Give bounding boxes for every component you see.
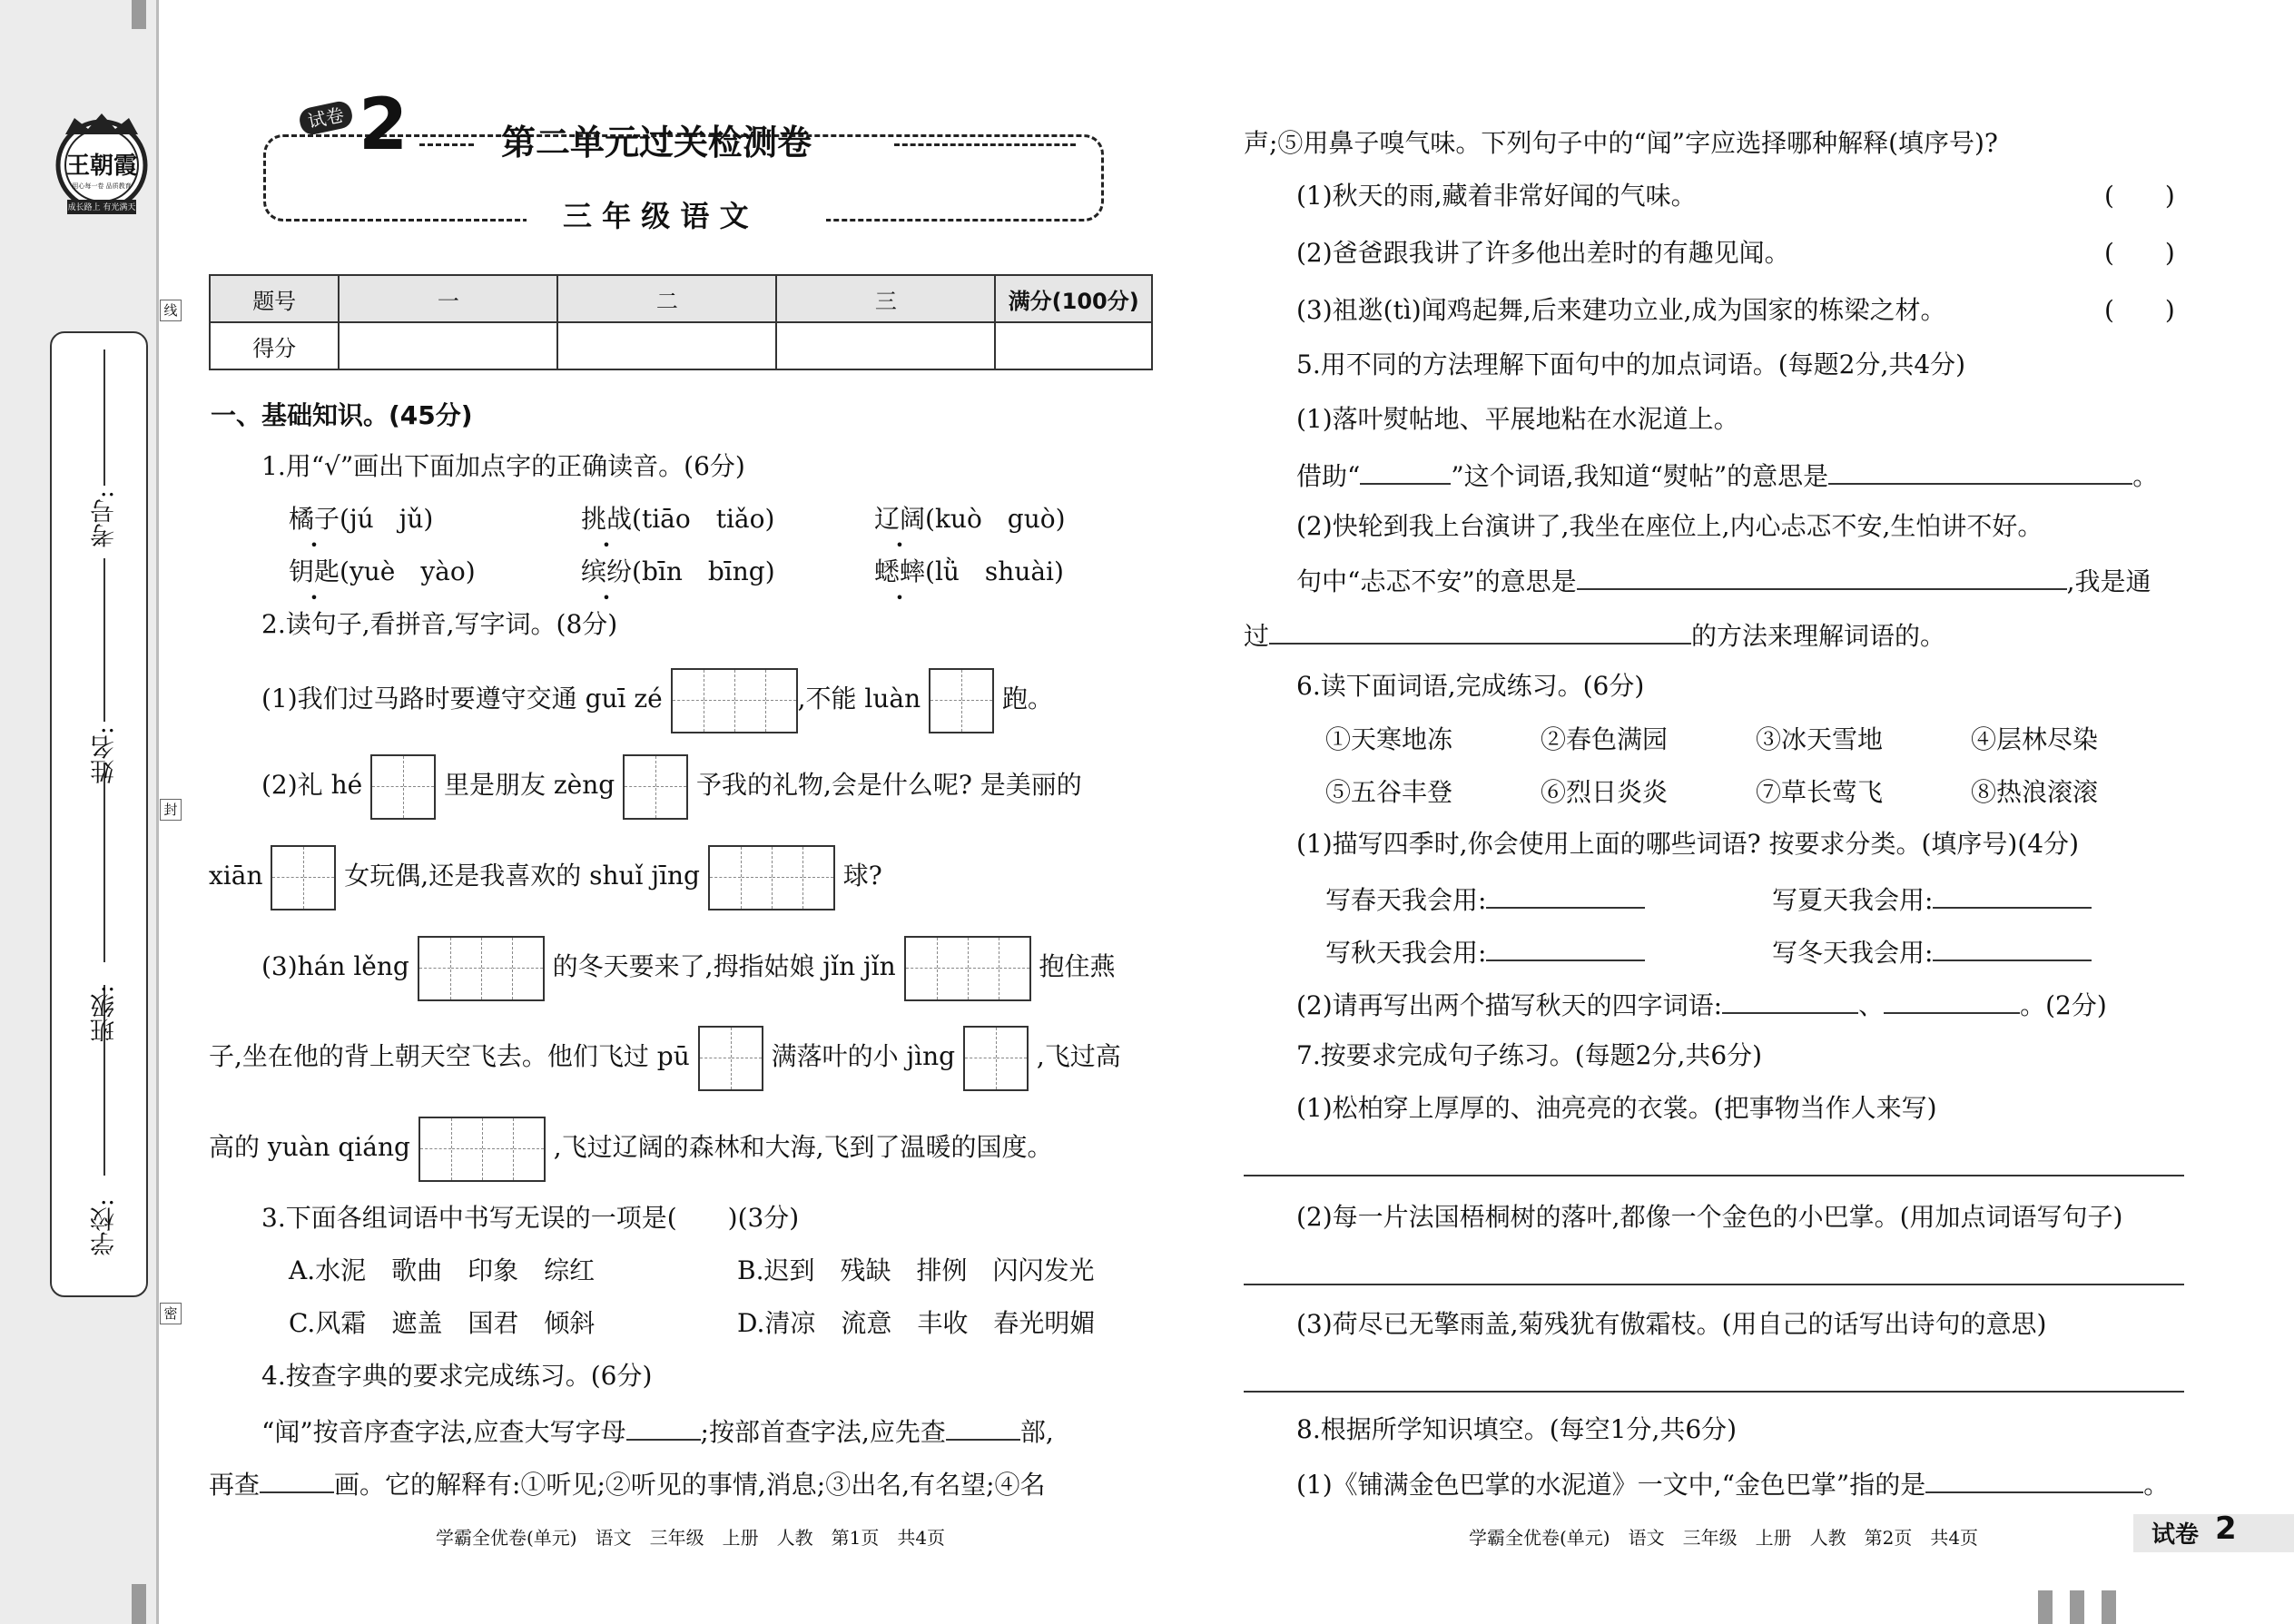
- q7-sub-1: (1)松柏穿上厚厚的、油亮亮的衣裳。(把事物当作人来写): [1296, 1093, 1937, 1123]
- writing-grid[interactable]: [698, 1026, 763, 1091]
- q2-line: (2)礼 hé 里是朋友 zèng 予我的礼物,会是什么呢? 是美丽的: [261, 749, 1082, 822]
- score-cell[interactable]: [557, 322, 776, 369]
- logo-name: 王朝霞: [65, 153, 137, 180]
- word-option: ②春色满园: [1541, 724, 1669, 754]
- score-header-cell: 三: [776, 275, 995, 322]
- paper-number: 2: [359, 84, 409, 166]
- question-1: 1.用“√”画出下面加点字的正确读音。(6分): [261, 451, 745, 481]
- binding-tick: [132, 1584, 146, 1624]
- pinyin-item[interactable]: 辽阔(kuò guò): [874, 504, 1066, 534]
- answer-blank[interactable]: [260, 1464, 334, 1493]
- q4-item: (2)爸爸跟我讲了许多他出差时的有趣见闻。: [1296, 238, 1790, 268]
- q2-line: (1)我们过马路时要遵守交通 guī zé ,不能 luàn 跑。: [261, 663, 1053, 735]
- logo-sub: 用心每一卷 品质教育: [72, 182, 132, 190]
- answer-blank[interactable]: [946, 1412, 1020, 1441]
- question-5: 5.用不同的方法理解下面句中的加点词语。(每题2分,共4分): [1296, 349, 1966, 379]
- answer-blank[interactable]: [626, 1412, 701, 1441]
- season-line: 写秋天我会用:: [1325, 932, 1645, 971]
- writing-grid[interactable]: [271, 845, 336, 910]
- word-option: ③冰天雪地: [1756, 724, 1884, 754]
- q4-line: 再查 画。它的解释有:①听见;②听见的事情,消息;③出名,有名望;④名: [209, 1464, 1046, 1503]
- answer-blank[interactable]: [1486, 880, 1645, 909]
- q2-line: 高的 yuàn qiáng ,飞过辽阔的森林和大海,飞到了温暖的国度。: [209, 1111, 1053, 1184]
- option-b[interactable]: B.迟到 残缺 排例 闪闪发光: [737, 1255, 1095, 1285]
- q2-line: xiān 女玩偶,还是我喜欢的 shuǐ jīng 球?: [209, 840, 882, 912]
- option-a[interactable]: A.水泥 歌曲 印象 综红: [289, 1255, 596, 1285]
- answer-blank[interactable]: [1933, 932, 2092, 961]
- corner-tick: [2070, 1590, 2084, 1624]
- pinyin-item[interactable]: 蟋蟀(lǜ shuài): [874, 556, 1064, 586]
- option-d[interactable]: D.清凉 流意 丰收 春光明媚: [737, 1308, 1096, 1338]
- score-table: [209, 274, 1153, 370]
- q2-line: 子,坐在他的背上朝天空飞去。他们飞过 pū 满落叶的小 jìng ,飞过高: [209, 1020, 1121, 1093]
- page-title: 第二单元过关检测卷: [501, 123, 812, 162]
- student-info-box: [50, 331, 148, 1297]
- exam-no-label: 考号:: [91, 490, 119, 548]
- question-2: 2.读句子,看拼音,写字词。(8分): [261, 609, 618, 639]
- score-header-cell: 一: [339, 275, 557, 322]
- answer-paren[interactable]: ( ): [2104, 181, 2175, 211]
- q5-line: 过 的方法来理解词语的。: [1244, 615, 1945, 655]
- q7-sub-2: (2)每一片法国梧桐树的落叶,都像一个金色的小巴掌。(用加点词语写句子): [1296, 1202, 2123, 1232]
- paper-badge: 试卷: [298, 99, 355, 136]
- writing-grid[interactable]: [963, 1026, 1029, 1091]
- q2-line: (3)hán lěng 的冬天要来了,拇指姑娘 jǐn jǐn 抱住燕: [261, 930, 1116, 1003]
- class-field[interactable]: [103, 763, 105, 962]
- q6-sub-1: (1)描写四季时,你会使用上面的哪些词语? 按要求分类。(填序号)(4分): [1296, 829, 2079, 859]
- q5-sentence: (2)快轮到我上台演讲了,我坐在座位上,内心忐忑不安,生怕讲不好。: [1296, 511, 2043, 541]
- answer-blank[interactable]: [1828, 456, 2132, 485]
- season-line: 写春天我会用:: [1325, 880, 1645, 919]
- q6-sub-2: (2)请再写出两个描写秋天的四字词语: 、 。(2分): [1296, 985, 2107, 1024]
- word-option: ④层林尽染: [1971, 724, 2099, 754]
- q5-line: 借助“ ”这个词语,我知道“熨帖”的意思是 。: [1296, 456, 2158, 495]
- answer-paren[interactable]: ( ): [2104, 238, 2175, 268]
- score-header-cell: 满分(100分): [995, 275, 1152, 322]
- word-option: ⑧热浪滚滚: [1971, 777, 2099, 807]
- q4-item: (1)秋天的雨,藏着非常好闻的气味。: [1296, 181, 1697, 211]
- q4-line: “闻”按音序查字法,应查大写字母 ;按部首查字法,应先查 部,: [261, 1412, 1054, 1451]
- class-label: 班级:: [91, 985, 119, 1043]
- answer-line[interactable]: [1244, 1175, 2184, 1176]
- word-option: ①天寒地冻: [1325, 724, 1453, 754]
- title-dash: [419, 143, 474, 146]
- score-header-cell: 二: [557, 275, 776, 322]
- writing-grid[interactable]: [623, 754, 688, 820]
- score-header-cell: 题号: [210, 275, 339, 322]
- page-tag-number: 2: [2215, 1511, 2237, 1547]
- footer-left: 学霸全优卷(单元) 语文 三年级 上册 人教 第1页 共4页: [436, 1527, 946, 1549]
- binding-tick: [132, 0, 146, 29]
- q7-sub-3: (3)荷尽已无擎雨盖,菊残犹有傲霜枝。(用自己的话写出诗句的意思): [1296, 1309, 2047, 1339]
- section-heading: 一、基础知识。(45分): [211, 400, 473, 430]
- page-tag-label: 试卷: [2151, 1521, 2200, 1549]
- answer-line[interactable]: [1244, 1391, 2184, 1393]
- answer-blank[interactable]: [1577, 561, 2067, 590]
- score-cell[interactable]: [995, 322, 1152, 369]
- pinyin-item[interactable]: 缤纷(bīn bīng): [581, 556, 775, 586]
- option-c[interactable]: C.风霜 遮盖 国君 倾斜: [289, 1308, 596, 1338]
- answer-line[interactable]: [1244, 1284, 2184, 1285]
- footer-right: 学霸全优卷(单元) 语文 三年级 上册 人教 第2页 共4页: [1469, 1527, 1979, 1549]
- score-row-label: 得分: [210, 322, 339, 369]
- name-label: 姓名:: [91, 726, 119, 784]
- corner-tick: [2038, 1590, 2053, 1624]
- title-dash: [894, 143, 1076, 146]
- q4-continued: 声;⑤用鼻子嗅气味。下列句子中的“闻”字应选择哪种解释(填序号)?: [1244, 128, 1998, 158]
- page-subtitle: 三 年 级 语 文: [563, 199, 749, 233]
- writing-grid[interactable]: [708, 845, 835, 910]
- pinyin-item[interactable]: 钥匙(yuè yào): [289, 556, 476, 586]
- exam-no-field[interactable]: [103, 349, 105, 486]
- writing-grid[interactable]: [370, 754, 436, 820]
- word-option: ⑦草长莺飞: [1756, 777, 1884, 807]
- answer-blank[interactable]: [1486, 932, 1645, 961]
- question-7: 7.按要求完成句子练习。(每题2分,共6分): [1296, 1040, 1763, 1070]
- answer-blank[interactable]: [1360, 456, 1451, 485]
- writing-grid[interactable]: [671, 668, 798, 733]
- answer-blank[interactable]: [1269, 615, 1691, 645]
- season-line: 写冬天我会用:: [1772, 932, 2092, 971]
- seal-char: 密: [160, 1303, 182, 1324]
- answer-blank[interactable]: [1925, 1464, 2143, 1493]
- answer-paren[interactable]: ( ): [2104, 295, 2175, 325]
- writing-grid[interactable]: [929, 668, 994, 733]
- score-cell[interactable]: [339, 322, 557, 369]
- word-option: ⑥烈日炎炎: [1541, 777, 1669, 807]
- question-6: 6.读下面词语,完成练习。(6分): [1296, 671, 1645, 701]
- corner-tick: [2102, 1590, 2116, 1624]
- q5-sentence: (1)落叶熨帖地、平展地粘在水泥道上。: [1296, 404, 1739, 434]
- logo-slogan: 成长路上 有光满天: [67, 203, 136, 212]
- q4-item: (3)祖逖(tì)闻鸡起舞,后来建功立业,成为国家的栋梁之材。: [1296, 295, 1946, 325]
- score-cell[interactable]: [776, 322, 995, 369]
- writing-grid[interactable]: [418, 1117, 546, 1182]
- writing-grid[interactable]: [418, 936, 545, 1001]
- pinyin-item[interactable]: 橘子(jú jǔ): [289, 504, 434, 534]
- question-8: 8.根据所学知识填空。(每空1分,共6分): [1296, 1414, 1738, 1444]
- word-option: ⑤五谷丰登: [1325, 777, 1453, 807]
- season-line: 写夏天我会用:: [1772, 880, 2092, 919]
- school-label: 学校:: [91, 1198, 119, 1256]
- answer-blank[interactable]: [1884, 985, 2020, 1014]
- q5-line: 句中“忐忑不安”的意思是 ,我是通: [1296, 561, 2151, 600]
- q8-sub-1: (1)《铺满金色巴掌的水泥道》一文中,“金色巴掌”指的是 。: [1296, 1464, 2169, 1503]
- writing-grid[interactable]: [904, 936, 1031, 1001]
- answer-blank[interactable]: [1933, 880, 2092, 909]
- seal-char: 线: [160, 300, 182, 321]
- seal-char: 封: [160, 799, 182, 821]
- answer-blank[interactable]: [1722, 985, 1858, 1014]
- brand-logo: [47, 109, 156, 236]
- pinyin-item[interactable]: 挑战(tiāo tiǎo): [581, 504, 775, 534]
- question-4: 4.按查字典的要求完成练习。(6分): [261, 1361, 653, 1391]
- question-3: 3.下面各组词语中书写无误的一项是( )(3分): [261, 1203, 800, 1233]
- name-field[interactable]: [103, 558, 105, 722]
